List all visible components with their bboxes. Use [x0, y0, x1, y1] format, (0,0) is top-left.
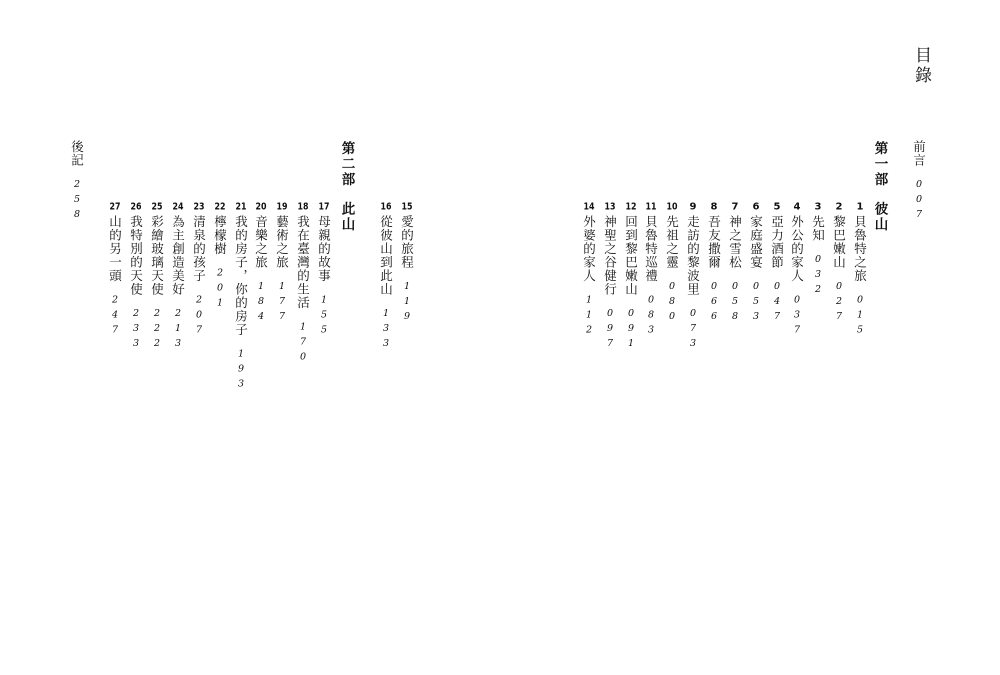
chapter-title: 愛的旅程 — [399, 215, 415, 269]
chapter-page: 112 — [583, 294, 595, 340]
chapter-title: 回到黎巴嫩山 — [623, 215, 639, 296]
chapter-number: 27 — [109, 202, 121, 212]
chapter-entry-23[interactable] — [192, 202, 205, 340]
chapter-page: 037 — [791, 294, 803, 340]
chapter-number: 17 — [318, 202, 330, 212]
chapter-number: 10 — [666, 202, 678, 212]
chapter-page: 091 — [625, 308, 637, 353]
chapter-number: 12 — [625, 202, 637, 212]
chapter-number: 9 — [689, 202, 697, 212]
chapter-title: 音樂之旅 — [253, 215, 269, 269]
chapter-title: 檸檬樹 — [212, 215, 228, 256]
chapter-title: 先知 — [810, 215, 826, 242]
chapter-entry-21[interactable] — [234, 202, 247, 394]
chapter-number: 16 — [380, 202, 392, 212]
chapter-title: 貝魯特之旅 — [852, 215, 868, 283]
chapter-number: 15 — [401, 202, 413, 212]
chapter-number: 1 — [856, 202, 864, 212]
chapter-entry-13[interactable] — [603, 202, 616, 353]
chapter-entry-1[interactable] — [853, 202, 866, 340]
chapter-number: 6 — [752, 202, 760, 212]
chapter-title: 我在臺灣的生活 — [295, 215, 311, 310]
chapter-page: 201 — [214, 267, 226, 313]
chapter-title: 黎巴嫩山 — [831, 215, 847, 269]
chapter-entry-22[interactable] — [213, 202, 226, 313]
chapter-entry-14[interactable] — [582, 202, 595, 340]
chapter-title: 清泉的孩子 — [191, 215, 207, 283]
chapter-title: 神聖之谷健行 — [602, 215, 618, 296]
chapter-page: 184 — [255, 281, 267, 326]
chapter-title: 吾友撒爾 — [706, 215, 722, 269]
chapter-number: 22 — [214, 202, 226, 212]
chapter-title: 貝魯特巡禮 — [643, 215, 659, 283]
afterword-entry[interactable] — [70, 140, 83, 224]
chapter-number: 18 — [297, 202, 309, 212]
chapter-number: 24 — [172, 202, 184, 212]
afterword-label: 後記 — [69, 140, 85, 167]
chapter-title: 亞力酒節 — [769, 215, 785, 269]
part2-label: 第二部 — [338, 141, 355, 188]
chapter-page: 053 — [750, 281, 762, 326]
chapter-number: 3 — [814, 202, 822, 212]
chapter-entry-2[interactable] — [832, 202, 845, 326]
chapter-entry-18[interactable] — [296, 202, 309, 367]
chapter-title: 母親的故事 — [316, 215, 332, 283]
chapter-entry-5[interactable] — [770, 202, 783, 326]
chapter-entry-11[interactable] — [644, 202, 657, 340]
chapter-number: 21 — [235, 202, 247, 212]
chapter-title: 外婆的家人 — [581, 215, 597, 283]
chapter-title: 為主創造美好 — [170, 215, 186, 296]
chapter-title: 我的房子，你的房子 — [233, 215, 249, 337]
chapter-title: 山的另一頭 — [107, 215, 123, 283]
afterword-page: 258 — [71, 179, 83, 224]
chapter-title: 先祖之靈 — [664, 215, 680, 269]
chapter-title: 神之雪松 — [727, 215, 743, 269]
part1-name: 彼山 — [871, 201, 888, 233]
chapter-page: 222 — [151, 308, 163, 353]
chapter-page: 170 — [297, 321, 309, 367]
chapter-entry-24[interactable] — [171, 202, 184, 353]
chapter-entry-20[interactable] — [254, 202, 267, 326]
chapter-page: 015 — [854, 294, 866, 340]
chapter-entry-4[interactable] — [790, 202, 803, 340]
chapter-entry-19[interactable] — [275, 202, 288, 326]
chapter-title: 家庭盛宴 — [748, 215, 764, 269]
chapter-entry-16[interactable] — [379, 202, 392, 353]
chapter-number: 11 — [645, 202, 657, 212]
chapter-number: 23 — [193, 202, 205, 212]
chapter-page: 080 — [666, 281, 678, 326]
chapter-number: 19 — [276, 202, 288, 212]
chapter-entry-8[interactable] — [707, 202, 720, 326]
chapter-number: 8 — [710, 202, 718, 212]
part2-heading — [339, 141, 353, 233]
chapter-page: 083 — [645, 294, 657, 340]
chapter-page: 119 — [401, 281, 413, 326]
chapter-number: 14 — [583, 202, 595, 212]
chapter-entry-6[interactable] — [749, 202, 762, 326]
chapter-entry-12[interactable] — [624, 202, 637, 353]
chapter-number: 20 — [255, 202, 267, 212]
chapter-number: 25 — [151, 202, 163, 212]
preface-label: 前言 — [911, 140, 927, 167]
part1-heading — [872, 141, 886, 233]
chapter-entry-7[interactable] — [728, 202, 741, 326]
chapter-page: 047 — [771, 281, 783, 326]
chapter-page: 207 — [193, 294, 205, 340]
chapter-page: 177 — [276, 281, 288, 326]
chapter-page: 233 — [130, 308, 142, 353]
chapter-entry-26[interactable] — [129, 202, 142, 353]
chapter-title: 外公的家人 — [789, 215, 805, 283]
chapter-number: 13 — [604, 202, 616, 212]
chapter-number: 4 — [793, 202, 801, 212]
chapter-page: 247 — [109, 294, 121, 340]
chapter-title: 走訪的黎波里 — [685, 215, 701, 296]
chapter-page: 027 — [833, 281, 845, 326]
preface-page: 007 — [913, 179, 925, 224]
chapter-number: 5 — [773, 202, 781, 212]
chapter-entry-17[interactable] — [317, 202, 330, 340]
chapter-title: 藝術之旅 — [274, 215, 290, 269]
chapter-page: 193 — [235, 348, 247, 394]
chapter-page: 066 — [708, 281, 720, 326]
chapter-page: 097 — [604, 308, 616, 353]
part2-name: 此山 — [338, 201, 355, 233]
chapter-entry-27[interactable] — [108, 202, 121, 340]
chapter-page: 032 — [812, 254, 824, 299]
chapter-title: 彩繪玻璃天使 — [149, 215, 165, 296]
chapter-entry-10[interactable] — [665, 202, 678, 326]
chapter-entry-15[interactable] — [400, 202, 413, 326]
chapter-page: 133 — [380, 308, 392, 353]
chapter-page: 155 — [318, 294, 330, 340]
chapter-number: 26 — [130, 202, 142, 212]
chapter-title: 從彼山到此山 — [378, 215, 394, 296]
chapter-entry-25[interactable] — [150, 202, 163, 353]
chapter-title: 我特別的天使 — [128, 215, 144, 296]
part1-label: 第一部 — [871, 141, 888, 188]
chapter-page: 058 — [729, 281, 741, 326]
preface-entry[interactable] — [912, 140, 925, 224]
chapter-page: 213 — [172, 308, 184, 353]
chapter-page: 073 — [687, 308, 699, 353]
chapter-number: 2 — [835, 202, 843, 212]
toc-title: 目錄 — [911, 46, 931, 86]
chapter-entry-9[interactable] — [686, 202, 699, 353]
chapter-entry-3[interactable] — [811, 202, 824, 299]
chapter-number: 7 — [731, 202, 739, 212]
